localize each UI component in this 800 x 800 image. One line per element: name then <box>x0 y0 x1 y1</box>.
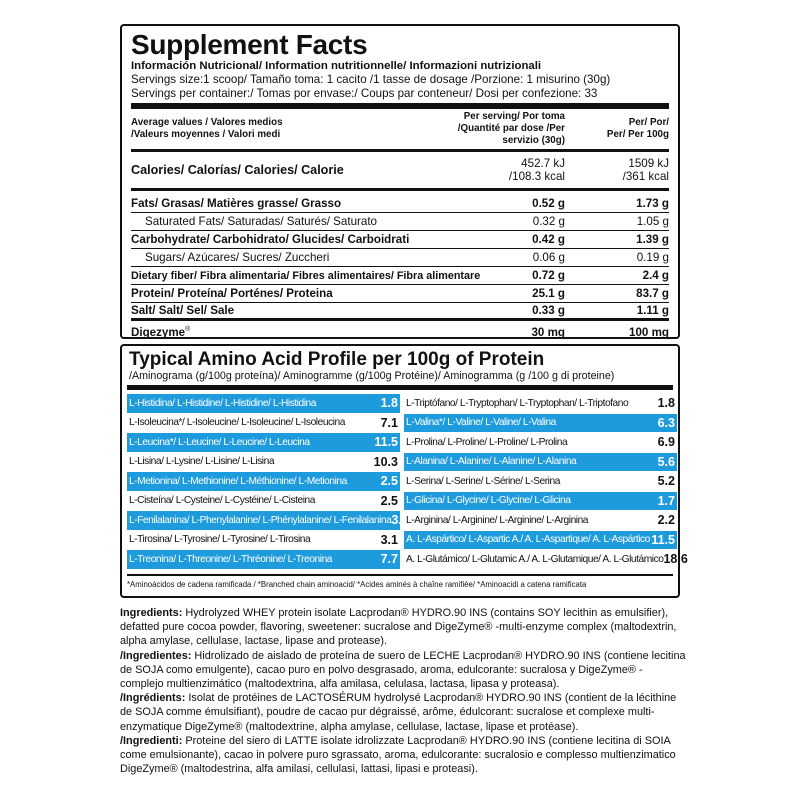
nutrient-label: Carbohydrate/ Carbohidrato/ Glucides/ Carboidrati <box>131 233 410 246</box>
amino-value: 10.3 <box>373 454 398 469</box>
nutrient-per100: 1.05 g <box>636 215 669 228</box>
nutrient-row-fiber <box>131 267 669 285</box>
amino-footnote: *Aminoácidos de cadena ramificada / *Branched chain aminoacid/ *Acides aminés à chaîne ramifiée/ *Aminoacidi a catena ramificata <box>127 574 673 590</box>
nutrient-serving: 0.72 g <box>532 269 565 282</box>
amino-name: L-Valina*/ L-Valine/ L-Valine/ L-Valina <box>406 417 556 429</box>
amino-title: Typical Amino Acid Profile per 100g of Protein <box>129 349 545 370</box>
amino-name: L-Treonina/ L-Threonine/ L-Thréonine/ L-Treonina <box>129 553 333 565</box>
ingredients-label: Ingredients: <box>120 607 183 619</box>
facts-subtitle: Información Nutricional/ Information nutritionnelle/ Informazioni nutrizionali <box>131 60 542 72</box>
nutrient-per100: 0.19 g <box>636 251 669 264</box>
amino-value: 6.9 <box>657 435 675 450</box>
divider-mid <box>131 188 669 191</box>
nutrient-serving: 0.52 g <box>532 197 565 210</box>
ingredients-text: Hidrolizado de aislado de proteína de suero de LECHE Lacprodan® HYDRO.90 INS (contiene lecitina de SOJA como emulgente), cacao puro en polvo desgrasado, aroma, edulcorante: sucralosa y DigeZyme® -complejo multienzimático (maltodextrina, alfa amilasa, celulasa, lactasa, lipasa y proteasa). <box>120 649 686 691</box>
amino-value: 5.6 <box>657 454 675 469</box>
ingredients-text: Proteine del siero di LATTE isolate idrolizzate Lacprodan® HYDRO.90 INS (contiene lecitina di SOIA come emulsionante), cacao in polvere puro sgrassato, aroma, edulcorante: sucralosio e complesso multienzimatico DigeZyme® (maltodestrina, alfa amilasi, cellulasi, lattasi, lipasi e proteasi). <box>120 734 676 776</box>
ingredients-text: Hydrolyzed WHEY protein isolate Lacprodan® HYDRO.90 INS (contains SOY lecithin as emulsifier), defatted pure cocoa powder, flavoring, sweetener: sucralose and DigeZyme® -multi-enzyme complex (maltodextrin, alpha amylase, cellulase, lactase, lipase and protease). <box>120 607 677 648</box>
nutrient-row-sugars <box>131 249 669 267</box>
amino-name: L-Isoleucina*/ L-Isoleucine/ L-Isoleucine/ L-Isoleucina <box>129 417 345 429</box>
amino-name: L-Glicina/ L-Glycine/ L-Glycine/ L-Glicina <box>406 495 571 507</box>
amino-value: 1.7 <box>657 493 675 508</box>
amino-value: 11.5 <box>374 435 398 450</box>
supplement-facts-panel <box>120 24 680 339</box>
calories-per-100g <box>565 157 669 183</box>
amino-value: 1.8 <box>657 396 675 411</box>
amino-name: L-Prolina/ L-Proline/ L-Proline/ L-Prolina <box>406 436 568 448</box>
calories-serving-kj: 452.7 kJ <box>521 157 565 170</box>
amino-name: L-Lisina/ L-Lysine/ L-Lisine/ L-Lisina <box>129 456 275 468</box>
header-label-line1: Average values / Valores medios <box>131 117 283 128</box>
amino-subtitle: /Aminograma (g/100g proteína)/ Aminogramme (g/100g Protéine)/ Aminogramma (g /100 g di proteine) <box>129 370 615 382</box>
header-label <box>131 117 431 141</box>
amino-acid-panel <box>120 344 688 598</box>
header-serving-line1: Per serving/ Por toma <box>463 111 565 122</box>
amino-name: L-Fenilalanina/ L-Phenylalanine/ L-Phénylalanine/ L-Fenilalanina <box>129 514 392 526</box>
header-label-line2: /Valeurs moyennes / Valori medi <box>131 129 281 140</box>
amino-row <box>404 531 677 550</box>
amino-row <box>404 414 677 433</box>
nutrient-per100: 100 mg <box>629 325 669 339</box>
facts-title: Supplement Facts <box>131 29 368 60</box>
calories-row <box>131 152 669 188</box>
amino-grid <box>127 394 688 570</box>
nutrient-label: Saturated Fats/ Saturadas/ Saturés/ Saturato <box>145 215 378 228</box>
nutrient-serving: 30 mg <box>531 325 565 339</box>
header-serving-line2: /Quantité par dose /Per servizio (30g) <box>457 123 565 146</box>
nutrient-per100: 1.73 g <box>636 197 669 210</box>
amino-column-right <box>404 394 688 570</box>
amino-row <box>404 472 677 491</box>
nutrient-label: Dietary fiber/ Fibra alimentaria/ Fibres alimentaires/ Fibra alimentare <box>131 269 481 282</box>
amino-value: 6.3 <box>657 415 675 430</box>
nutrient-per100: 1.11 g <box>636 304 669 317</box>
amino-name: A. L-Aspártico/ L-Aspartic A./ A. L-Aspartique/ A. L-Aspártico <box>406 534 650 546</box>
ingredients-block <box>120 606 686 776</box>
calories-per100-kj: 1509 kJ <box>628 157 669 170</box>
amino-name: L-Leucina*/ L-Leucine/ L-Leucine/ L-Leucina <box>129 436 310 448</box>
amino-row <box>127 550 400 569</box>
nutrient-row-carbohydrate <box>131 231 669 249</box>
amino-column-left <box>127 394 409 570</box>
ingredients-label: /Ingrédients: <box>120 692 186 705</box>
amino-row <box>127 414 400 433</box>
amino-value: 3.2 <box>391 513 409 528</box>
serving-size: Servings size:1 scoop/ Tamaño toma: 1 cacito /1 tasse de dosage /Porzione: 1 misurino (30g) <box>131 73 611 86</box>
amino-name: L-Metionina/ L-Methionine/ L-Méthionine/ L-Metionina <box>129 475 347 487</box>
amino-row <box>127 394 400 413</box>
nutrient-serving: 0.32 g <box>532 215 565 228</box>
nutrient-row-salt <box>131 303 669 321</box>
amino-name: L-Arginina/ L-Arginine/ L-Arginine/ L-Arginina <box>406 514 589 526</box>
amino-row <box>127 492 400 511</box>
nutrient-serving: 25.1 g <box>532 287 565 300</box>
amino-value: 2.2 <box>657 513 675 528</box>
amino-row <box>127 531 400 550</box>
amino-row <box>127 472 400 491</box>
facts-header-row <box>131 109 669 149</box>
amino-value: 1.8 <box>380 396 398 411</box>
amino-row <box>404 394 677 413</box>
nutrient-row-protein <box>131 285 669 303</box>
ingredients-paragraph <box>120 606 686 649</box>
ingredients-label: /Ingredientes: <box>120 649 192 662</box>
calories-serving-kcal: /108.3 kcal <box>508 170 565 183</box>
amino-row <box>127 511 409 530</box>
nutrient-serving: 0.06 g <box>532 251 565 264</box>
servings-per-container: Servings per container:/ Tomas por envase:/ Coups par conteneur/ Dosi per confezione: 33 <box>131 87 598 100</box>
amino-value: 7.7 <box>380 552 398 567</box>
calories-per100-kcal: /361 kcal <box>622 170 669 183</box>
registered-mark: ® <box>185 325 191 333</box>
ingredients-text: Isolat de protéines de LACTOSÉRUM hydrolysé Lacprodan® HYDRO.90 INS (contient de la lécithine de SOJA comme émulsifiant), poudre de cacao pur dégraissé, arôme, édulcorant: sucralose et complexe multi-enzymatique DigeZyme® (maltodextrine, alpha amylase, cellulase, lactase, lipase et protéase). <box>120 692 677 733</box>
calories-label: Calories/ Calorías/ Calories/ Calorie <box>131 163 344 177</box>
ingredients-paragraph <box>120 691 686 734</box>
nutrient-per100: 1.39 g <box>636 233 669 246</box>
nutrient-label: Salt/ Salt/ Sel/ Sale <box>131 304 235 317</box>
amino-row <box>404 511 677 530</box>
header-per-100g <box>565 117 669 141</box>
nutrient-per100: 2.4 g <box>642 269 669 282</box>
amino-value: 2.5 <box>380 493 398 508</box>
amino-value: 2.5 <box>380 474 398 489</box>
amino-name: L-Serina/ L-Serine/ L-Sérine/ L-Serina <box>406 475 560 487</box>
amino-name: L-Tirosina/ L-Tyrosine/ L-Tyrosine/ L-Tirosina <box>129 534 311 546</box>
amino-name: A. L-Glutámico/ L-Glutamic A./ A. L-Glutamique/ A. L-Glutámico <box>406 553 664 565</box>
amino-name: L-Histidina/ L-Histidine/ L-Histidine/ L-Histidina <box>129 397 316 409</box>
amino-value: 3.1 <box>380 532 398 547</box>
nutrient-label <box>131 326 431 339</box>
nutrient-label: Protein/ Proteína/ Porténes/ Proteina <box>131 287 333 300</box>
nutrient-row-digezyme <box>131 321 669 343</box>
amino-row <box>127 433 400 452</box>
nutrient-row-fats <box>131 195 669 213</box>
amino-value: 18.6 <box>663 552 688 567</box>
header-per100-line2: Per/ Per 100g <box>606 129 669 140</box>
nutrient-per100: 83.7 g <box>636 287 669 300</box>
amino-name: L-Cisteína/ L-Cysteine/ L-Cystéine/ L-Cisteina <box>129 495 315 507</box>
amino-value: 5.2 <box>657 474 675 489</box>
amino-row <box>404 453 677 472</box>
amino-row <box>404 492 677 511</box>
digezyme-label: Digezyme <box>131 325 186 339</box>
amino-row <box>404 550 688 569</box>
ingredients-paragraph <box>120 649 686 692</box>
amino-value: 11.5 <box>651 532 675 547</box>
header-per-serving <box>431 111 565 147</box>
divider-thick <box>127 385 673 390</box>
nutrient-serving: 0.33 g <box>532 304 565 317</box>
nutrient-label: Sugars/ Azúcares/ Sucres/ Zuccheri <box>145 251 330 264</box>
header-per100-line1: Per/ Por/ <box>628 117 669 128</box>
nutrient-row-saturated <box>131 213 669 231</box>
nutrient-serving: 0.42 g <box>532 233 565 246</box>
amino-value: 7.1 <box>380 415 398 430</box>
ingredients-paragraph <box>120 734 686 777</box>
amino-name: L-Alanina/ L-Alanine/ L-Alanine/ L-Alanina <box>406 456 577 468</box>
ingredients-label: /Ingredienti: <box>120 734 183 747</box>
nutrient-label: Fats/ Grasas/ Matières grasse/ Grasso <box>131 197 342 210</box>
amino-row <box>404 433 677 452</box>
amino-name: L-Triptófano/ L-Tryptophan/ L-Tryptophan/ L-Triptofano <box>406 397 629 409</box>
amino-row <box>127 453 400 472</box>
calories-per-serving <box>431 157 565 183</box>
